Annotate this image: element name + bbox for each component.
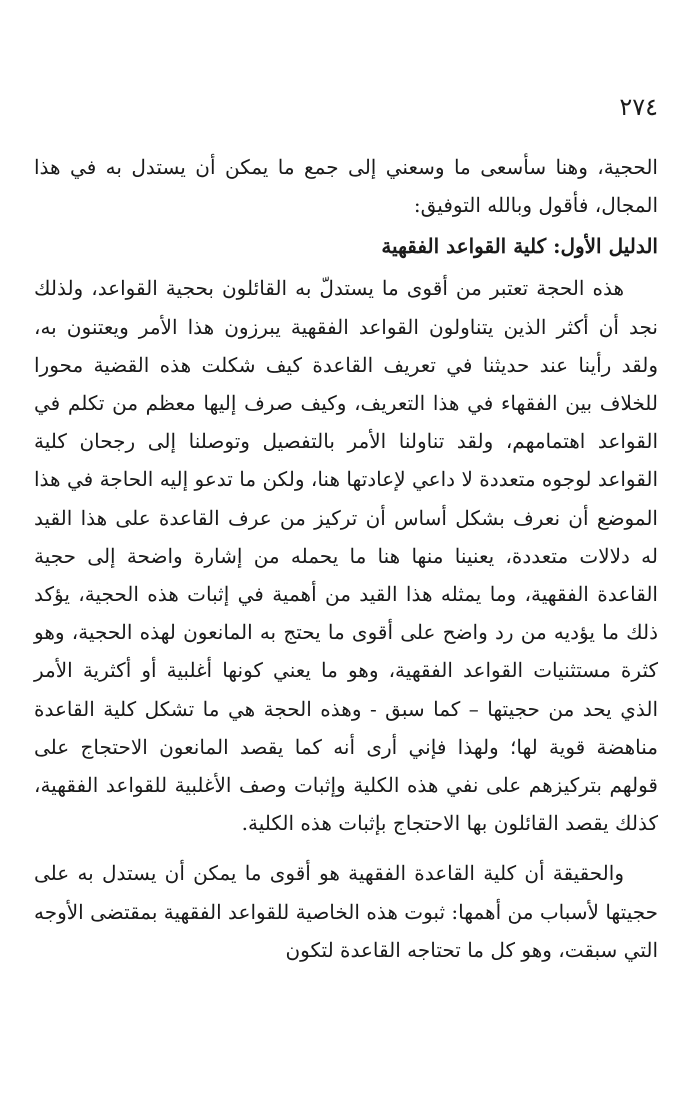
- page-body: [34, 148, 658, 969]
- body-paragraph-2: والحقيقة أن كلية القاعدة الفقهية هو أقوى ما يمكن أن يستدل به على حجيتها لأسباب من أهمها: ثبوت هذه الخاصية للقواعد الفقهية بمقتضى الأوجه التي سبقت، وهو كل ما تحتاجه القاعدة لتكون: [34, 861, 658, 962]
- page-number: ٢٧٤: [619, 93, 658, 121]
- section-heading: الدليل الأول: كلية القواعد الفقهية: [381, 234, 658, 259]
- intro-paragraph: الحجية، وهنا سأسعى ما وسعني إلى جمع ما يمكن أن يستدل به في هذا المجال، فأقول وبالله التوفيق:: [34, 155, 658, 218]
- body-paragraph-1: هذه الحجة تعتبر من أقوى ما يستدلّ به القائلون بحجية القواعد، ولذلك نجد أن أكثر الذين يتناولون القواعد الفقهية يبرزون هذا الأمر ويعتنون به، ولقد رأينا عند حديثنا في تعريف القاعدة كيف شكلت هذه القضية محورا للخلاف بين الفقهاء في هذا التعريف، وكيف صرف إليها معظم من تكلم في القواعد اهتمامهم، ولقد تناولنا الأمر بالتفصيل وتوصلنا إلى رجحان كلية القواعد لوجوه متعددة لا داعي لإعادتها هنا، ولكن ما تدعو إليه الحاجة في هذا الموضع أن نعرف بشكل أساس أن تركيز من عرف القاعدة على هذا القيد له دلالات متعددة، يعنينا منها هنا ما يحمله من إشارة واضحة إلى حجية القاعدة الفقهية، وما يمثله هذا القيد من أهمية في إثبات هذه الحجية، يؤكد ذلك ما يؤديه من رد واضح على أقوى ما يحتج به المانعون لهذه الحجية، وهو كثرة مستثنيات القواعد الفقهية، وهو ما يعني كونها أغلبية أو أكثرية الأمر الذي يحد من حجيتها – كما سبق - وهذه الحجة هي ما تشكل كلية القاعدة مناهضة قوية لها؛ ولهذا فإني أرى أنه كما يقصد المانعون الاحتجاج على قولهم بتركيزهم على نفي هذه الكلية وإثبات وصف الأغلبية للقواعد الفقهية، كذلك يقصد القائلون بها الاحتجاج بإثبات هذه الكلية.: [34, 276, 659, 836]
